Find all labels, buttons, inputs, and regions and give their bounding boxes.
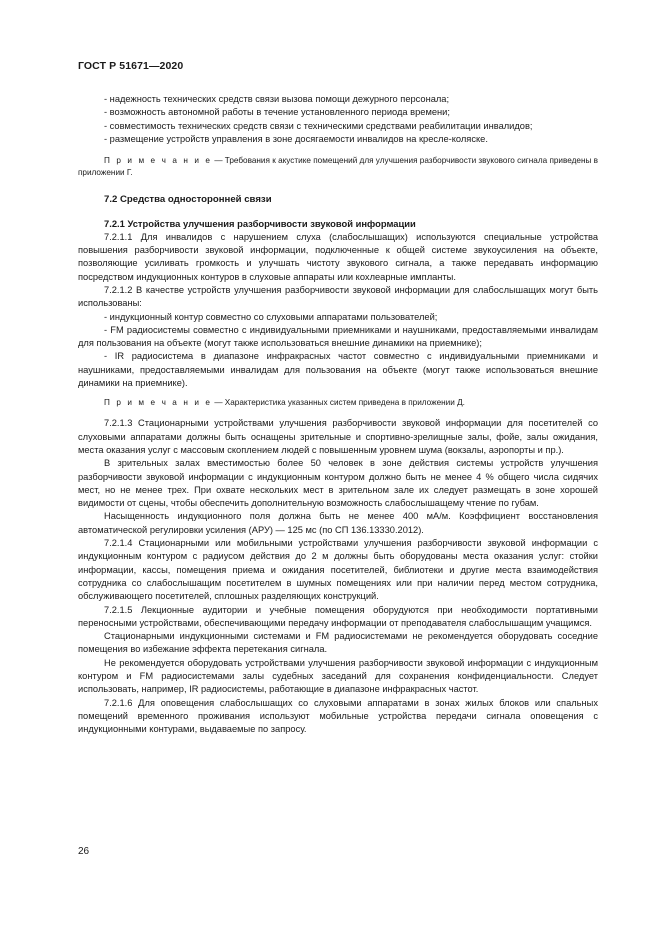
list-item: - индукционный контур совместно со слуховыми аппаратами пользователей; [104, 311, 438, 322]
document-header: ГОСТ Р 51671—2020 [78, 60, 184, 72]
page-number: 26 [78, 846, 90, 857]
section-heading-7-2: 7.2 Средства односторонней связи [104, 194, 272, 206]
paragraph-7-2-1-6: 7.2.1.6 Для оповещения слабослышащих со слуховыми аппаратами в зонах жилых блоков или спальных помещений временного проживания используют мобильные устройства передачи сигнала оповещения с индукционными контурами, выдаваемые по запросу. [78, 697, 598, 735]
paragraph-halls: В зрительных залах вместимостью более 50 человек в зоне действия системы устройств улучшения разборчивости звуковой информации с индукционным контуром должно быть не менее 4 % общего числа сидячих мест, но не менее трех. При охвате нескольких мест в зрительном зале их следует размещать в зоне хорошей видимости от сцены, чтобы обеспечить дополнительную возможность слабослышащему чтение по губам. [78, 458, 598, 509]
subsection-heading-7-2-1: 7.2.1 Устройства улучшения разборчивости звуковой информации [104, 218, 416, 230]
list-item: - совместимость технических средств связи с техническими средствами реабилитации инвалидов; [104, 120, 533, 131]
paragraph-7-2-1-4: 7.2.1.4 Стационарными или мобильными устройствами улучшения разборчивости звуковой информации с индукционным контуром с радиусом действия до 2 м должны быть оборудованы места оказания услуг: стойки информации, кассы, помещения приема и ожидания посетителей, библиотеки и другие места взаимодействия сотрудника со слабослышащим посетителем в шумных помещениях или при наличии перед местом сотрудника, обслуживающего посетителей, сплошных разделяющих конструкций. [78, 538, 598, 602]
list-item: - размещение устройств управления в зоне досягаемости инвалидов на кресле-коляске. [104, 133, 488, 144]
paragraph-7-2-1-2: 7.2.1.2 В качестве устройств улучшения разборчивости звуковой информации для слабослышащих могут быть использованы: [78, 284, 598, 309]
paragraph-stationary-systems: Стационарными индукционными системами и FM радиосистемами не рекомендуется оборудовать соседние помещения во избежание эффекта перетекания сигнала. [78, 631, 598, 655]
list-item: - надежность технических средств связи вызова помощи дежурного персонала; [104, 94, 450, 104]
list-item: - FM радиосистемы совместно с индивидуальными приемниками и наушниками, предоставляемыми инвалидам для пользования на объекте (могут также использоваться внешние динамики на приемнике); [78, 324, 598, 349]
note-text: — Требования к акустике помещений для улучшения разборчивости звукового сигнала приведены в приложении Г. [78, 156, 598, 178]
note-appendix-d [78, 397, 598, 409]
paragraph-not-recommended: Не рекомендуется оборудовать устройствами улучшения разборчивости звуковой информации с индукционным контуром и FM радиосистемами залы судебных заседаний для сохранения конфиденциальности. Следует использовать, например, IR радиосистемы, работающие в диапазоне инфракрасных частот. [78, 657, 598, 695]
note-label: П р и м е ч а н и е [104, 398, 213, 408]
paragraph-field-strength: Насыщенность индукционного поля должна быть не менее 400 мА/м. Коэффициент восстановления автоматической регулировки усиления (АРУ) — 125 мс (по СП 136.13330.2012). [78, 511, 598, 535]
list-item: - IR радиосистема в диапазоне инфракрасных частот совместно с индивидуальными приемниками и наушниками, предоставляемыми инвалидам для пользования на объекте (могут также использоваться внешние динамики на приемнике). [78, 351, 598, 389]
list-item: - возможность автономной работы в течение установленного периода времени; [104, 107, 450, 118]
document-body [78, 93, 598, 736]
paragraph-7-2-1-3: 7.2.1.3 Стационарными устройствами улучшения разборчивости звуковой информации для посетителей со слуховыми аппаратами должны быть оснащены зрительные и спортивно-зрелищные залы, фойе, залы ожидания, места оказания услуг с массовым скоплением людей с повышенным уровнем шума (вокзалы, аэропорты и пр.). [78, 418, 598, 455]
note-label: П р и м е ч а н и е [104, 156, 213, 166]
note-text: — Характеристика указанных систем приведена в приложении Д. [212, 398, 465, 408]
paragraph-7-2-1-5: 7.2.1.5 Лекционные аудитории и учебные помещения оборудуются при необходимости портативными переносными устройствами, обеспечивающими передачу информации от преподавателя слабослышащим учащимся. [78, 604, 598, 628]
note-appendix-g [78, 155, 598, 179]
paragraph-7-2-1-1: 7.2.1.1 Для инвалидов с нарушением слуха (слабослышащих) используются специальные устройства повышения разборчивости звуковой информации, подключенные к общей системе звукоусиления на объекте, позволяющие усиливать громкость и улучшать чистоту звукового сигнала, а также передавать информацию посредством индукционных контуров в слуховые аппараты или кохлеарные импланты. [78, 231, 598, 282]
